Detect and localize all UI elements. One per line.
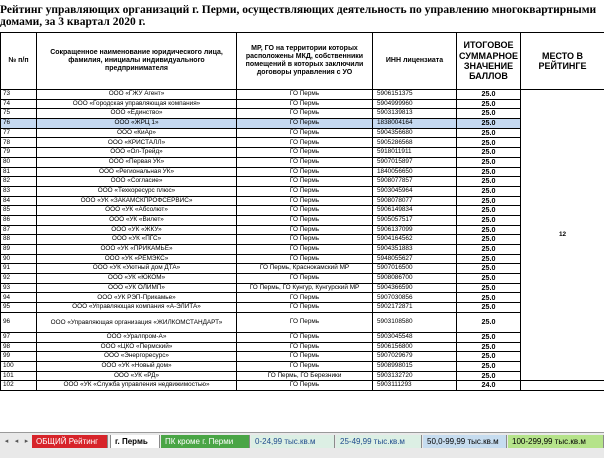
cell-inn[interactable]: 5906156800 bbox=[373, 342, 457, 352]
cell-inn[interactable]: 5948055627 bbox=[373, 254, 457, 264]
sheet-title: Рейтинг управляющих организаций г. Перми, осуществляющих деятельность по управлению многоквартирными домами, за 3 квартал 2020 г. bbox=[0, 0, 604, 32]
cell-place-merged[interactable]: 12 bbox=[521, 90, 604, 381]
cell-num[interactable]: 93 bbox=[1, 283, 37, 293]
cell-num[interactable]: 96 bbox=[1, 312, 37, 332]
cell-score[interactable]: 25.0 bbox=[457, 342, 521, 352]
cell-score[interactable]: 25.0 bbox=[457, 225, 521, 235]
table-row bbox=[1, 274, 604, 284]
table-row bbox=[1, 352, 604, 362]
sheet-tab-25-49[interactable]: 25-49,99 тыс.кв.м bbox=[336, 435, 422, 448]
header-place[interactable]: МЕСТО В РЕЙТИНГЕ bbox=[521, 33, 604, 90]
cell-score[interactable]: 25.0 bbox=[457, 283, 521, 293]
cell-num[interactable]: 82 bbox=[1, 177, 37, 187]
cell-inn[interactable]: 5905286568 bbox=[373, 138, 457, 148]
table-row bbox=[1, 293, 604, 303]
cell-num[interactable]: 97 bbox=[1, 332, 37, 342]
cell-territory[interactable]: ГО Пермь bbox=[237, 119, 373, 129]
cell-num[interactable]: 74 bbox=[1, 99, 37, 109]
cell-num[interactable]: 87 bbox=[1, 225, 37, 235]
cell-territory[interactable]: ГО Пермь bbox=[237, 109, 373, 119]
cell-inn[interactable]: 5906149834 bbox=[373, 206, 457, 216]
cell-inn[interactable]: 5908998015 bbox=[373, 361, 457, 371]
cell-name[interactable]: ООО «УК «ЮКОМ» bbox=[37, 274, 237, 284]
cell-score[interactable]: 24.0 bbox=[457, 381, 521, 391]
cell-name[interactable]: ООО «Региональная УК» bbox=[37, 167, 237, 177]
cell-territory[interactable]: ГО Пермь bbox=[237, 303, 373, 313]
cell-inn[interactable]: 5903132720 bbox=[373, 371, 457, 381]
cell-name[interactable]: ООО «УК «ЖКУ» bbox=[37, 225, 237, 235]
cell-name[interactable]: ООО «УК «Служба управления недвижимостью» bbox=[37, 381, 237, 391]
cell-num[interactable]: 89 bbox=[1, 245, 37, 255]
cell-territory[interactable]: ГО Пермь bbox=[237, 235, 373, 245]
cell-num[interactable]: 85 bbox=[1, 206, 37, 216]
cell-num[interactable]: 81 bbox=[1, 167, 37, 177]
cell-inn[interactable]: 5906151375 bbox=[373, 90, 457, 100]
sheet-tab-g-perm[interactable]: г. Пермь bbox=[110, 435, 160, 448]
cell-name[interactable]: ООО «КРИСТАЛЛ» bbox=[37, 138, 237, 148]
cell-territory[interactable]: ГО Пермь bbox=[237, 254, 373, 264]
cell-name[interactable]: ООО «Энергоресурс» bbox=[37, 352, 237, 362]
table-row bbox=[1, 303, 604, 313]
cell-name[interactable]: ООО «Согласие» bbox=[37, 177, 237, 187]
cell-num[interactable]: 98 bbox=[1, 342, 37, 352]
cell-territory[interactable]: ГО Пермь bbox=[237, 128, 373, 138]
cell-score[interactable]: 25.0 bbox=[457, 264, 521, 274]
cell-territory[interactable]: ГО Пермь bbox=[237, 157, 373, 167]
cell-num[interactable]: 78 bbox=[1, 138, 37, 148]
cell-place[interactable] bbox=[521, 381, 604, 391]
table-row bbox=[1, 235, 604, 245]
cell-score[interactable]: 25.0 bbox=[457, 138, 521, 148]
cell-name[interactable]: ООО «Техкоресурс плюс» bbox=[37, 186, 237, 196]
cell-score[interactable]: 25.0 bbox=[457, 109, 521, 119]
table-row bbox=[1, 342, 604, 352]
cell-territory[interactable]: ГО Пермь, Краснокамский МР bbox=[237, 264, 373, 274]
cell-num[interactable]: 76 bbox=[1, 119, 37, 129]
cell-territory[interactable]: ГО Пермь bbox=[237, 245, 373, 255]
cell-score[interactable]: 25.0 bbox=[457, 332, 521, 342]
header-territory[interactable]: МР, ГО на территории которых расположены МКД, собственники помещений в которых заключили договоры управления с УО bbox=[237, 33, 373, 90]
cell-territory[interactable]: ГО Пермь bbox=[237, 177, 373, 187]
cell-inn[interactable]: 5905057517 bbox=[373, 215, 457, 225]
table-row bbox=[1, 109, 604, 119]
cell-name[interactable]: ООО «ЖРЦ 1» bbox=[37, 119, 237, 129]
cell-score[interactable]: 25.0 bbox=[457, 206, 521, 216]
cell-name[interactable]: ООО «КиАр» bbox=[37, 128, 237, 138]
header-score[interactable]: ИТОГОВОЕ СУММАРНОЕ ЗНАЧЕНИЕ БАЛЛОВ bbox=[457, 33, 521, 90]
table-row bbox=[1, 177, 604, 187]
cell-inn[interactable]: 5903045964 bbox=[373, 186, 457, 196]
cell-score[interactable]: 25.0 bbox=[457, 303, 521, 313]
rating-table bbox=[0, 32, 604, 391]
cell-inn[interactable]: 5908077857 bbox=[373, 177, 457, 187]
sheet-tab-50-99[interactable]: 50,0-99,99 тыс.кв.м bbox=[423, 435, 507, 448]
table-row bbox=[1, 99, 604, 109]
cell-score[interactable]: 25.0 bbox=[457, 177, 521, 187]
cell-num[interactable]: 73 bbox=[1, 90, 37, 100]
scroll-prev-sheet-icon[interactable]: ◂ bbox=[14, 438, 19, 445]
cell-name[interactable]: ООО «УК РЭП-Прикамье» bbox=[37, 293, 237, 303]
cell-inn[interactable]: 5903111293 bbox=[373, 381, 457, 391]
scroll-next-sheet-icon[interactable]: ▸ bbox=[24, 438, 29, 445]
cell-score[interactable]: 25.0 bbox=[457, 245, 521, 255]
cell-inn[interactable]: 1838004164 bbox=[373, 119, 457, 129]
table-row bbox=[1, 332, 604, 342]
cell-territory[interactable]: ГО Пермь bbox=[237, 148, 373, 158]
cell-name[interactable]: ООО «ГЖУ Агент» bbox=[37, 90, 237, 100]
cell-inn[interactable]: 5907030856 bbox=[373, 293, 457, 303]
cell-name[interactable]: ООО «Ол-Трейд» bbox=[37, 148, 237, 158]
cell-inn[interactable]: 5903139813 bbox=[373, 109, 457, 119]
cell-name[interactable]: ООО «УК «Уютный дом ДТА» bbox=[37, 264, 237, 274]
cell-name[interactable]: ООО «Управляющая организация «ЖИЛКОМСТАНДАРТ» bbox=[37, 312, 237, 332]
cell-score[interactable]: 25.0 bbox=[457, 352, 521, 362]
cell-num[interactable]: 102 bbox=[1, 381, 37, 391]
table-row bbox=[1, 90, 604, 100]
cell-name[interactable]: ООО «УК «ПРИКАМЬЕ» bbox=[37, 245, 237, 255]
cell-name[interactable]: ООО «Управляющая компания «А-ЭЛИТА» bbox=[37, 303, 237, 313]
table-row bbox=[1, 167, 604, 177]
sheet-tab-bar bbox=[0, 432, 604, 458]
cell-territory[interactable]: ГО Пермь bbox=[237, 361, 373, 371]
table-row bbox=[1, 196, 604, 206]
cell-inn[interactable]: 5904356680 bbox=[373, 128, 457, 138]
cell-inn[interactable]: 5906137099 bbox=[373, 225, 457, 235]
sheet-tab-0-24[interactable]: 0-24,99 тыс.кв.м bbox=[251, 435, 335, 448]
cell-num[interactable]: 77 bbox=[1, 128, 37, 138]
cell-name[interactable]: ООО «УК «РЕМЭКС» bbox=[37, 254, 237, 264]
header-inn[interactable]: ИНН лицензиата bbox=[373, 33, 457, 90]
table-row bbox=[1, 186, 604, 196]
cell-score[interactable]: 25.0 bbox=[457, 90, 521, 100]
sheet-tab-pk-krome-permi[interactable]: ПК кроме г. Перми bbox=[161, 435, 250, 448]
cell-name[interactable]: ООО «УК «ПГС» bbox=[37, 235, 237, 245]
cell-inn[interactable]: 5907029679 bbox=[373, 352, 457, 362]
cell-territory[interactable]: ГО Пермь bbox=[237, 138, 373, 148]
cell-territory[interactable]: ГО Пермь, ГО Березники bbox=[237, 371, 373, 381]
cell-territory[interactable]: ГО Пермь bbox=[237, 186, 373, 196]
cell-num[interactable]: 80 bbox=[1, 157, 37, 167]
cell-name[interactable]: ООО «Единство» bbox=[37, 109, 237, 119]
cell-score[interactable]: 25.0 bbox=[457, 312, 521, 332]
cell-score[interactable]: 25.0 bbox=[457, 254, 521, 264]
cell-score[interactable]: 25.0 bbox=[457, 196, 521, 206]
cell-inn[interactable]: 5918011911 bbox=[373, 148, 457, 158]
sheet-tab-obshchiy-reiting[interactable]: ОБЩИЙ Рейтинг bbox=[32, 435, 108, 448]
cell-score[interactable]: 25.0 bbox=[457, 119, 521, 129]
cell-num[interactable]: 88 bbox=[1, 235, 37, 245]
table-row bbox=[1, 283, 604, 293]
cell-territory[interactable]: ГО Пермь bbox=[237, 352, 373, 362]
cell-num[interactable]: 90 bbox=[1, 254, 37, 264]
cell-name[interactable]: ООО «Уралпром-А» bbox=[37, 332, 237, 342]
cell-num[interactable]: 84 bbox=[1, 196, 37, 206]
cell-num[interactable]: 92 bbox=[1, 274, 37, 284]
table-row bbox=[1, 148, 604, 158]
cell-score[interactable]: 25.0 bbox=[457, 215, 521, 225]
cell-score[interactable]: 25.0 bbox=[457, 361, 521, 371]
table-row bbox=[1, 215, 604, 225]
cell-num[interactable]: 86 bbox=[1, 215, 37, 225]
cell-inn[interactable]: 5908078077 bbox=[373, 196, 457, 206]
table-row bbox=[1, 157, 604, 167]
cell-num[interactable]: 100 bbox=[1, 361, 37, 371]
table-row bbox=[1, 225, 604, 235]
header-name[interactable]: Сокращенное наименование юридического лица, фамилия, инициалы индивидуального предпринимателя bbox=[37, 33, 237, 90]
table-row bbox=[1, 128, 604, 138]
table-row bbox=[1, 206, 604, 216]
table-row bbox=[1, 245, 604, 255]
cell-inn[interactable]: 5902172871 bbox=[373, 303, 457, 313]
header-row bbox=[1, 33, 604, 90]
cell-num[interactable]: 94 bbox=[1, 293, 37, 303]
cell-inn[interactable]: 5904999960 bbox=[373, 99, 457, 109]
cell-territory[interactable]: ГО Пермь bbox=[237, 381, 373, 391]
table-row bbox=[1, 138, 604, 148]
cell-inn[interactable]: 5904351883 bbox=[373, 245, 457, 255]
cell-territory[interactable]: ГО Пермь bbox=[237, 342, 373, 352]
cell-territory[interactable]: ГО Пермь bbox=[237, 332, 373, 342]
cell-inn[interactable]: 5907015897 bbox=[373, 157, 457, 167]
cell-territory[interactable]: ГО Пермь bbox=[237, 196, 373, 206]
table-row bbox=[1, 371, 604, 381]
cell-num[interactable]: 91 bbox=[1, 264, 37, 274]
cell-territory[interactable]: ГО Пермь bbox=[237, 225, 373, 235]
cell-score[interactable]: 25.0 bbox=[457, 186, 521, 196]
cell-name[interactable]: ООО «ЦКО «Пермский» bbox=[37, 342, 237, 352]
table-row bbox=[1, 254, 604, 264]
cell-score[interactable]: 25.0 bbox=[457, 293, 521, 303]
cell-inn[interactable]: 5904366590 bbox=[373, 283, 457, 293]
table-row bbox=[1, 119, 604, 129]
cell-num[interactable]: 83 bbox=[1, 186, 37, 196]
table-row bbox=[1, 361, 604, 371]
cell-name[interactable]: ООО «УК ОЛИМП» bbox=[37, 283, 237, 293]
sheet-tab-100-299[interactable]: 100-299,99 тыс.кв.м bbox=[508, 435, 604, 448]
cell-num[interactable]: 101 bbox=[1, 371, 37, 381]
cell-score[interactable]: 25.0 bbox=[457, 274, 521, 284]
cell-territory[interactable]: ГО Пермь bbox=[237, 215, 373, 225]
cell-name[interactable]: ООО «Городская управляющая компания» bbox=[37, 99, 237, 109]
cell-num[interactable]: 79 bbox=[1, 148, 37, 158]
cell-num[interactable]: 99 bbox=[1, 352, 37, 362]
cell-num[interactable]: 95 bbox=[1, 303, 37, 313]
cell-inn[interactable]: 5907016500 bbox=[373, 264, 457, 274]
cell-score[interactable]: 25.0 bbox=[457, 99, 521, 109]
cell-name[interactable]: ООО «УК «ЗАКАМСКПРОФСЕРВИС» bbox=[37, 196, 237, 206]
cell-territory[interactable]: ГО Пермь, ГО Кунгур, Кунгурский МР bbox=[237, 283, 373, 293]
cell-territory[interactable]: ГО Пермь bbox=[237, 167, 373, 177]
cell-name[interactable]: ООО «Первая УК» bbox=[37, 157, 237, 167]
cell-score[interactable]: 25.0 bbox=[457, 128, 521, 138]
cell-territory[interactable]: ГО Пермь bbox=[237, 99, 373, 109]
cell-score[interactable]: 25.0 bbox=[457, 157, 521, 167]
cell-inn[interactable]: 5903108580 bbox=[373, 312, 457, 332]
cell-territory[interactable]: ГО Пермь bbox=[237, 312, 373, 332]
cell-inn[interactable]: 5903045548 bbox=[373, 332, 457, 342]
cell-territory[interactable]: ГО Пермь bbox=[237, 274, 373, 284]
cell-inn[interactable]: 5908086700 bbox=[373, 274, 457, 284]
cell-score[interactable]: 25.0 bbox=[457, 148, 521, 158]
cell-name[interactable]: ООО «УК «Абсолют» bbox=[37, 206, 237, 216]
cell-name[interactable]: ООО «УК «Вилет» bbox=[37, 215, 237, 225]
header-num[interactable]: № п/п bbox=[1, 33, 37, 90]
cell-name[interactable]: ООО «УК «Новый дом» bbox=[37, 361, 237, 371]
cell-num[interactable]: 75 bbox=[1, 109, 37, 119]
table-row bbox=[1, 264, 604, 274]
cell-inn[interactable]: 1840056650 bbox=[373, 167, 457, 177]
cell-name[interactable]: ООО «УК «РД» bbox=[37, 371, 237, 381]
cell-score[interactable]: 25.0 bbox=[457, 167, 521, 177]
cell-score[interactable]: 25.0 bbox=[457, 371, 521, 381]
table-row bbox=[1, 381, 604, 391]
scroll-first-sheet-icon[interactable]: ◂ bbox=[4, 438, 9, 445]
cell-inn[interactable]: 5904164562 bbox=[373, 235, 457, 245]
cell-score[interactable]: 25.0 bbox=[457, 235, 521, 245]
cell-territory[interactable]: ГО Пермь bbox=[237, 293, 373, 303]
table-row bbox=[1, 312, 604, 332]
cell-territory[interactable]: ГО Пермь bbox=[237, 206, 373, 216]
cell-territory[interactable]: ГО Пермь bbox=[237, 90, 373, 100]
